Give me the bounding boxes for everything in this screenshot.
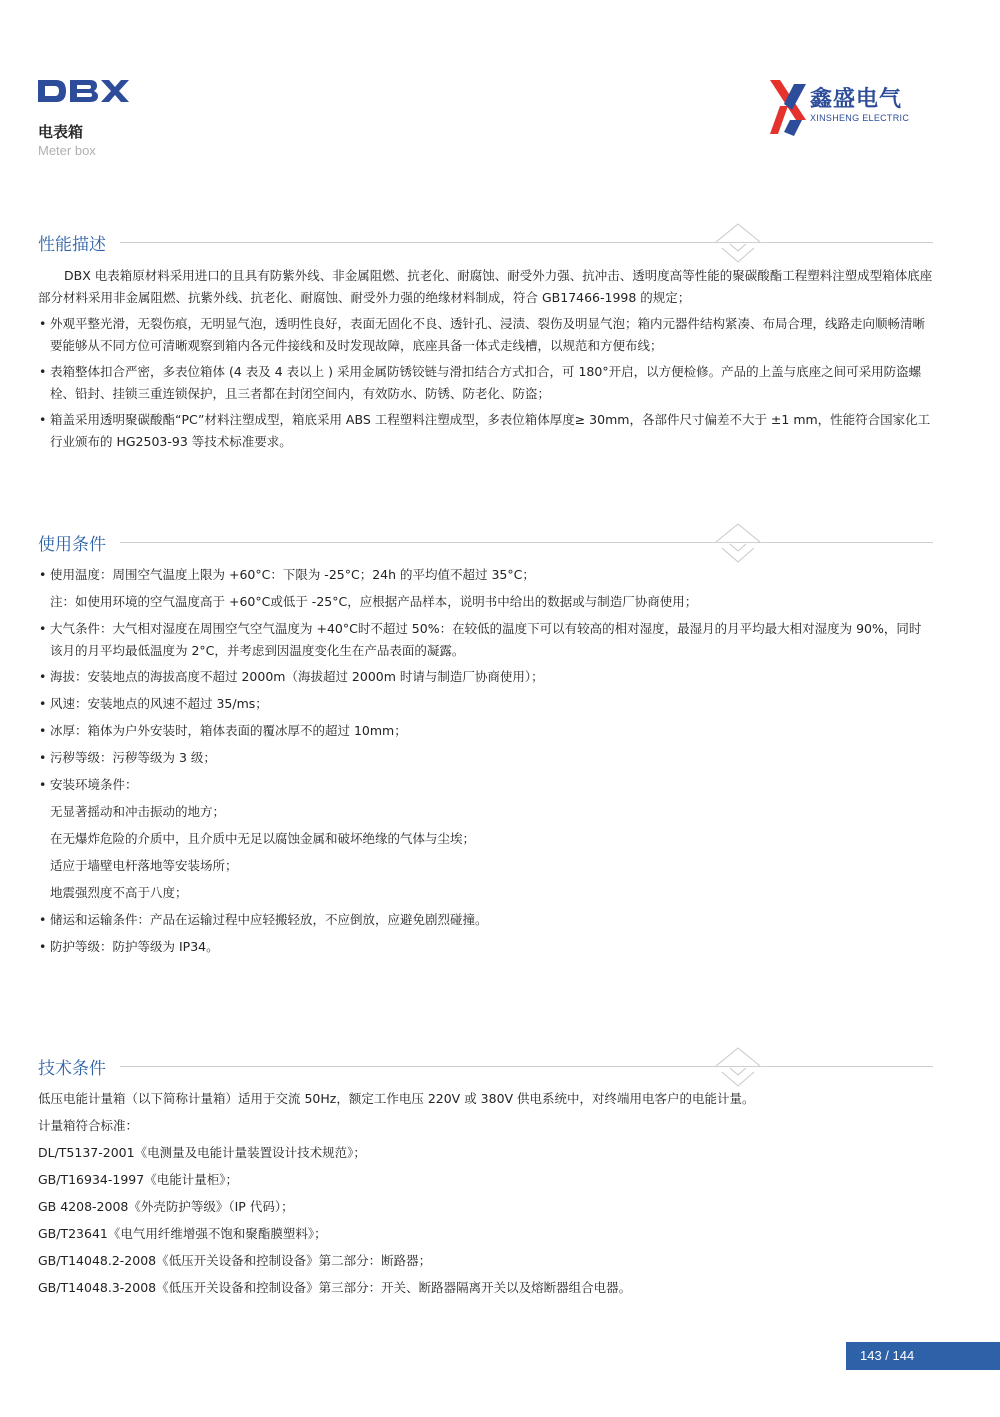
list-item [38,909,933,931]
list-item [38,693,933,715]
list-item [38,618,933,662]
section-title: 技术条件 [38,1059,106,1079]
diamond-ornament-icon [708,520,768,564]
brand-subtitle: XINSHENG ELECTRIC [810,113,910,123]
bullet-icon: • [39,723,47,738]
standard-item: GB/T14048.2-2008《低压开关设备和控制设备》第二部分：断路器； [38,1253,432,1268]
standard-item: DL/T5137-2001《电测量及电能计量装置设计技术规范》； [38,1145,366,1160]
list-item [38,564,933,586]
list-item-text: 大气条件：大气相对湿度在周围空气空气温度为 +40°C时不超过 50%：在较低的温度下可以有较高的相对湿度，最湿月的月平均最大相对湿度为 90%，同时该月的月平均最低温度为 2°C，并考虑到因温度变化生在产品表面的凝露。 [50,621,922,658]
xinsheng-emblem [766,76,810,138]
bullet-icon: • [39,696,47,711]
bullet-icon: • [39,750,47,765]
standard-item: GB/T14048.3-2008《低压开关设备和控制设备》第三部分：开关、断路器隔离开关以及熔断器组合电器。 [38,1280,632,1295]
brand-name: 鑫盛电气 [810,87,903,112]
list-item-text: 表箱整体扣合严密，多表位箱体 (4 表及 4 表以上 ) 采用金属防锈铰链与滑扣结合方式扣合，可 180°开启，以方便检修。产品的上盖与底座之间可采用防盗螺栓、铅封、挂锁三重连锁保护，且三者都在封闭空间内，有效防水、防锈、防老化、防盗； [50,364,922,401]
bullet-icon: • [39,669,47,684]
section-performance-header [38,224,933,264]
list-item-text: 风速：安装地点的风速不超过 35/ms； [50,696,268,711]
bullet-icon: • [39,939,47,954]
diamond-ornament-icon [708,1044,768,1088]
list-item-text: 外观平整光滑，无裂伤痕，无明显气泡，透明性良好，表面无固化不良、透针孔、浸渍、裂伤及明显气泡；箱内元器件结构紧凑、布局合理，线路走向顺畅清晰要能够从不同方位可清晰观察到箱内各元件接线和及时发现故障，底座具备一体式走线槽，以规范和方便布线； [50,316,926,353]
bullet-icon: • [39,567,47,582]
tech-line: 低压电能计量箱（以下简称计量箱）适用于交流 50Hz，额定工作电压 220V 或 380V 供电系统中，对终端用电客户的电能计量。 [38,1091,755,1106]
dbx-logo [38,80,130,102]
list-item [38,666,933,688]
brand-logo [766,76,936,138]
section-title: 使用条件 [38,535,106,555]
list-item-text: 海拔：安装地点的海拔高度不超过 2000m（海拔超过 2000m 时请与制造厂协商使用）； [50,669,544,684]
list-item-text: 防护等级：防护等级为 IP34。 [50,939,219,954]
list-item-text: 冰厚：箱体为户外安装时，箱体表面的覆冰厚不的超过 10mm； [50,723,407,738]
list-item-text: 安装环境条件： [50,777,138,792]
standard-item: GB 4208-2008《外壳防护等级》（IP 代码）； [38,1199,294,1214]
list-item [38,720,933,742]
section-conditions-header [38,524,933,564]
standard-item: GB/T23641《电气用纤维增强不饱和聚酯膜塑料》； [38,1226,327,1241]
divider-line [120,242,933,243]
env-item: 无显著摇动和冲击振动的地方； [50,804,226,819]
env-item: 在无爆炸危险的介质中，且介质中无足以腐蚀金属和破坏绝缘的气体与尘埃； [50,831,476,846]
dbx-logo-graphic [38,80,130,102]
bullet-icon: • [39,316,47,331]
bullet-icon: • [39,621,47,636]
env-item: 适应于墙壁电杆落地等安装场所； [50,858,238,873]
page-title: 电表箱 [38,123,84,141]
list-item [38,747,933,769]
section-title: 性能描述 [38,235,106,255]
list-item-text: 箱盖采用透明聚碳酸酯“PC”材料注塑成型，箱底采用 ABS 工程塑料注塑成型，多表位箱体厚度≥ 30mm，各部件尺寸偏差不大于 ±1 mm，性能符合国家化工行业颁布的 HG2503-93 等技术标准要求。 [50,412,931,449]
list-item [38,774,933,796]
bullet-icon: • [39,412,47,427]
list-item [38,936,933,958]
bullet-icon: • [39,777,47,792]
list-item [38,409,933,453]
page-subtitle: Meter box [38,143,96,158]
divider-line [120,1066,933,1067]
intro-paragraph: DBX 电表箱原材料采用进口的且具有防紫外线、非金属阻燃、抗老化、耐腐蚀、耐受外力强、抗冲击、透明度高等性能的聚碳酸酯工程塑料注塑成型箱体底座部分材料采用非金属阻燃、抗紫外线、抗老化、耐腐蚀、耐受外力强的绝缘材料制成，符合 GB17466-1998 的规定； [38,268,933,305]
standard-item: GB/T16934-1997《电能计量柜》； [38,1172,238,1187]
bullet-icon: • [39,364,47,379]
env-item: 地震强烈度不高于八度； [50,885,188,900]
list-item-text: 使用温度：周围空气温度上限为 +60°C：下限为 -25°C；24h 的平均值不超过 35°C； [50,567,535,582]
tech-line: 计量箱符合标准： [38,1118,139,1133]
diamond-ornament-icon [708,220,768,264]
list-item-text: 污秽等级：污秽等级为 3 级； [50,750,216,765]
divider-line [120,542,933,543]
page-number: 143 / 144 [846,1342,1000,1370]
list-item [38,361,933,405]
bullet-icon: • [39,912,47,927]
note-text: 注：如使用环境的空气温度高于 +60°C或低于 -25°C，应根据产品样本，说明书中给出的数据或与制造厂协商使用； [50,594,698,609]
section-technical-header [38,1048,933,1088]
list-item [38,313,933,357]
list-item-text: 储运和运输条件：产品在运输过程中应轻搬轻放，不应倒放，应避免剧烈碰撞。 [50,912,488,927]
